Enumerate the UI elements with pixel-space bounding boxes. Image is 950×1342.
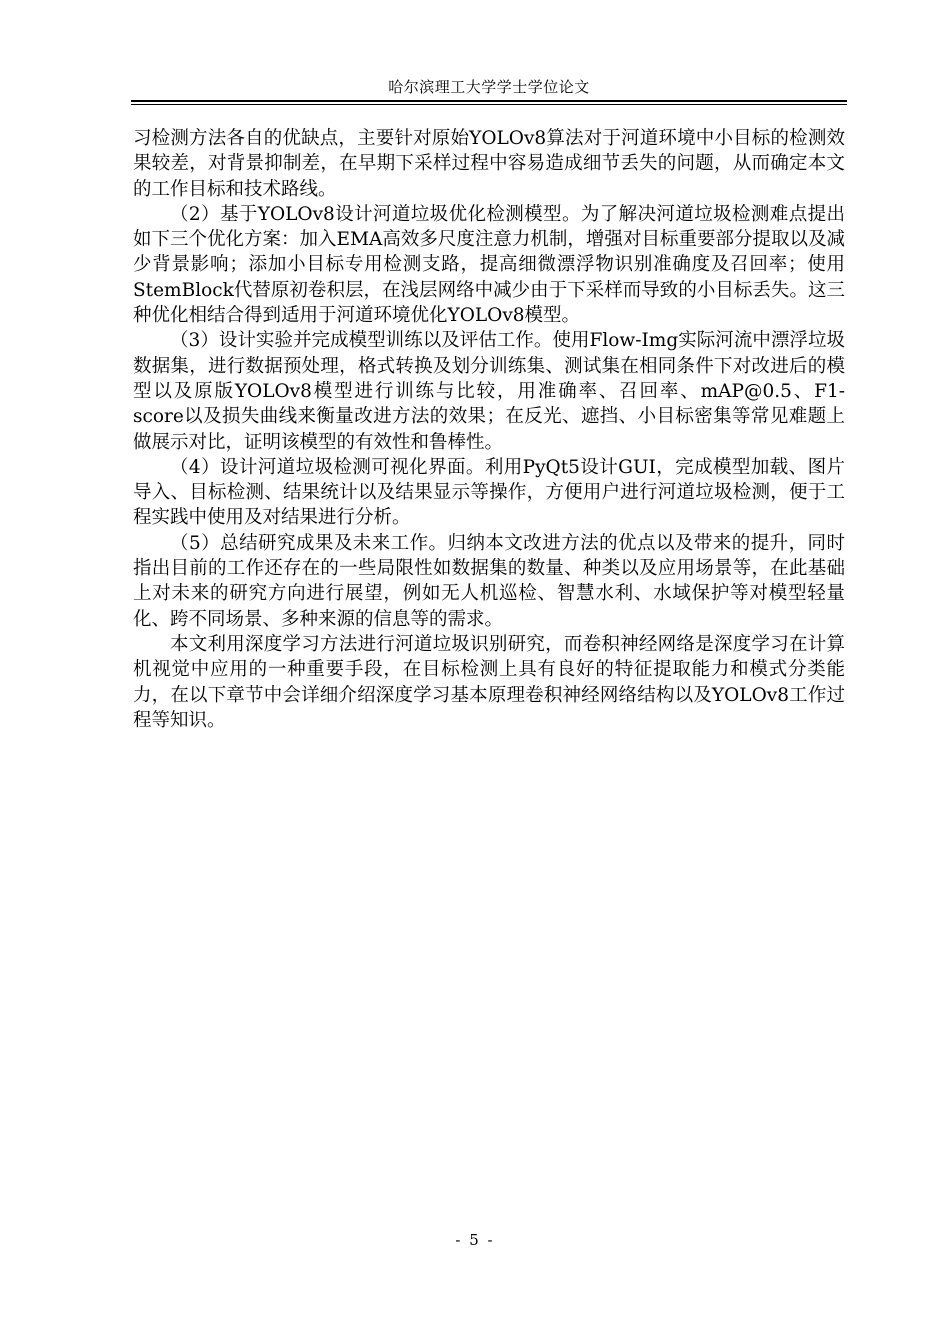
paragraph-item-4: （4）设计河道垃圾检测可视化界面。利用PyQt5设计GUI，完成模型加载、图片导入、目标检测、结果统计以及结果显示等操作，方便用户进行河道垃圾检测，便于工程实践中使用及对结果进行分析。 bbox=[133, 456, 845, 529]
paragraph-continued: 习检测方法各自的优缺点，主要针对原始YOLOv8算法对于河道环境中小目标的检测效果较差，对背景抑制差，在早期下采样过程中容易造成细节丢失的问题，从而确定本文的工作目标和技术路线。 bbox=[133, 128, 845, 200]
paragraph-summary: 本文利用深度学习方法进行河道垃圾识别研究，而卷积神经网络是深度学习在计算机视觉中应用的一种重要手段，在目标检测上具有良好的特征提取能力和模式分类能力，在以下章节中会详细介绍深度学习基本原理卷积神经网络结构以及YOLOv8工作过程等知识。 bbox=[133, 633, 845, 731]
header-rule-thin bbox=[131, 104, 847, 105]
paragraph-item-2: （2）基于YOLOv8设计河道垃圾优化检测模型。为了解决河道垃圾检测难点提出如下三个优化方案：加入EMA高效多尺度注意力机制，增强对目标重要部分提取以及减少背景影响；添加小目标专用检测支路，提高细微漂浮物识别准确度及召回率；使用StemBlock代替原初卷积层，在浅层网络中减少由于下采样而导致的小目标丢失。这三种优化相结合得到适用于河道环境优化YOLOv8模型。 bbox=[133, 203, 845, 327]
page-number: - 5 - bbox=[455, 1231, 495, 1249]
running-header: 哈尔滨理工大学学士学位论文 bbox=[388, 78, 590, 96]
body-text bbox=[133, 126, 845, 733]
paragraph-item-5: （5）总结研究成果及未来工作。归纳本文改进方法的优点以及带来的提升，同时指出目前的工作还存在的一些局限性如数据集的数量、种类以及应用场景等，在此基础上对未来的研究方向进行展望，例如无人机巡检、智慧水利、水域保护等对模型轻量化、跨不同场景、多种来源的信息等的需求。 bbox=[133, 532, 845, 630]
header-rule-thick bbox=[131, 100, 847, 102]
paragraph-item-3: （3）设计实验并完成模型训练以及评估工作。使用Flow-Img实际河流中漂浮垃圾数据集，进行数据预处理，格式转换及划分训练集、测试集在相同条件下对改进后的模型以及原版YOLOv8模型进行训练与比较，用准确率、召回率、mAP@0.5、F1-score以及损失曲线来衡量改进方法的效果；在反光、遮挡、小目标密集等常见难题上做展示对比，证明该模型的有效性和鲁棒性。 bbox=[133, 330, 845, 453]
